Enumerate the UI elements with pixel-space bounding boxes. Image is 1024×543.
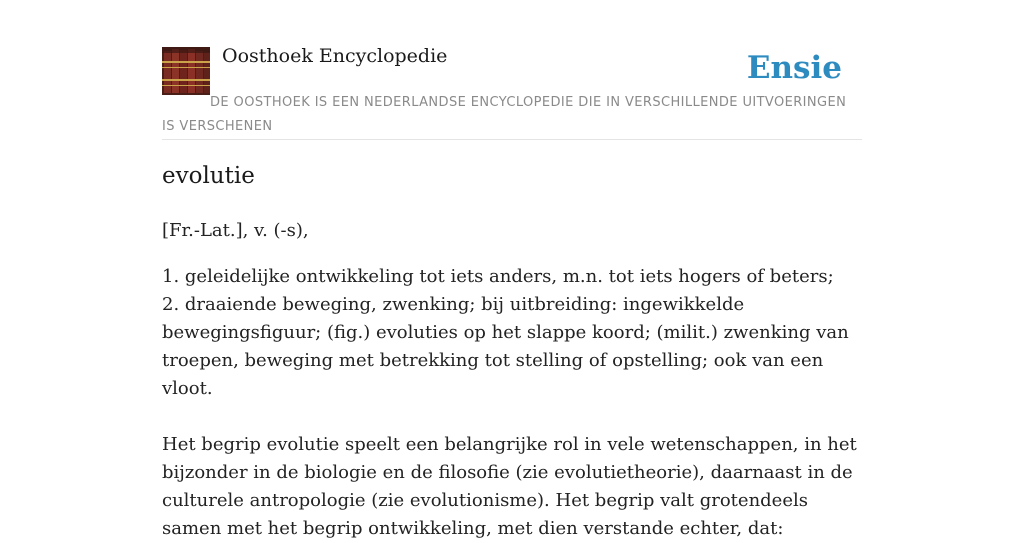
main-container: [162, 0, 862, 539]
entry-paragraph: Het begrip evolutie speelt een belangrijke rol in vele wetenschappen, in het bijzonder in de biologie en de filosofie (zie evolutietheorie), daarnaast in de culturele antropologie (zie evolutionisme). Het begrip valt grotendeels samen met het begrip ontwikkeling, met dien verstande echter, dat:: [162, 434, 857, 539]
definition-2: 2. draaiende beweging, zwenking; bij uitbreiding: ingewikkelde bewegingsfiguur; (fig.) evoluties op het slappe koord; (milit.) zwenking van troepen, beweging met betrekking tot stelling of opstelling; ook van een vloot.: [162, 294, 849, 399]
site-tagline: DE OOSTHOEK IS EEN NEDERLANDSE ENCYCLOPEDIE DIE IN VERSCHILLENDE UITVOERINGEN IS VERSCHENEN: [162, 95, 847, 134]
entry-body: [162, 263, 862, 543]
paragraph-spacer: [162, 403, 862, 431]
ensie-logo-link[interactable]: Ensie: [746, 50, 842, 86]
site-header: [162, 0, 862, 140]
entry-etymology: [Fr.-Lat.], v. (-s),: [162, 220, 309, 241]
site-avatar[interactable]: [162, 47, 210, 95]
entry-title: evolutie: [162, 163, 255, 189]
site-title-link[interactable]: Oosthoek Encyclopedie: [222, 45, 448, 67]
book-spines-icon: [162, 47, 210, 95]
definition-1: 1. geleidelijke ontwikkeling tot iets anders, m.n. tot iets hogers of beters;: [162, 266, 834, 287]
